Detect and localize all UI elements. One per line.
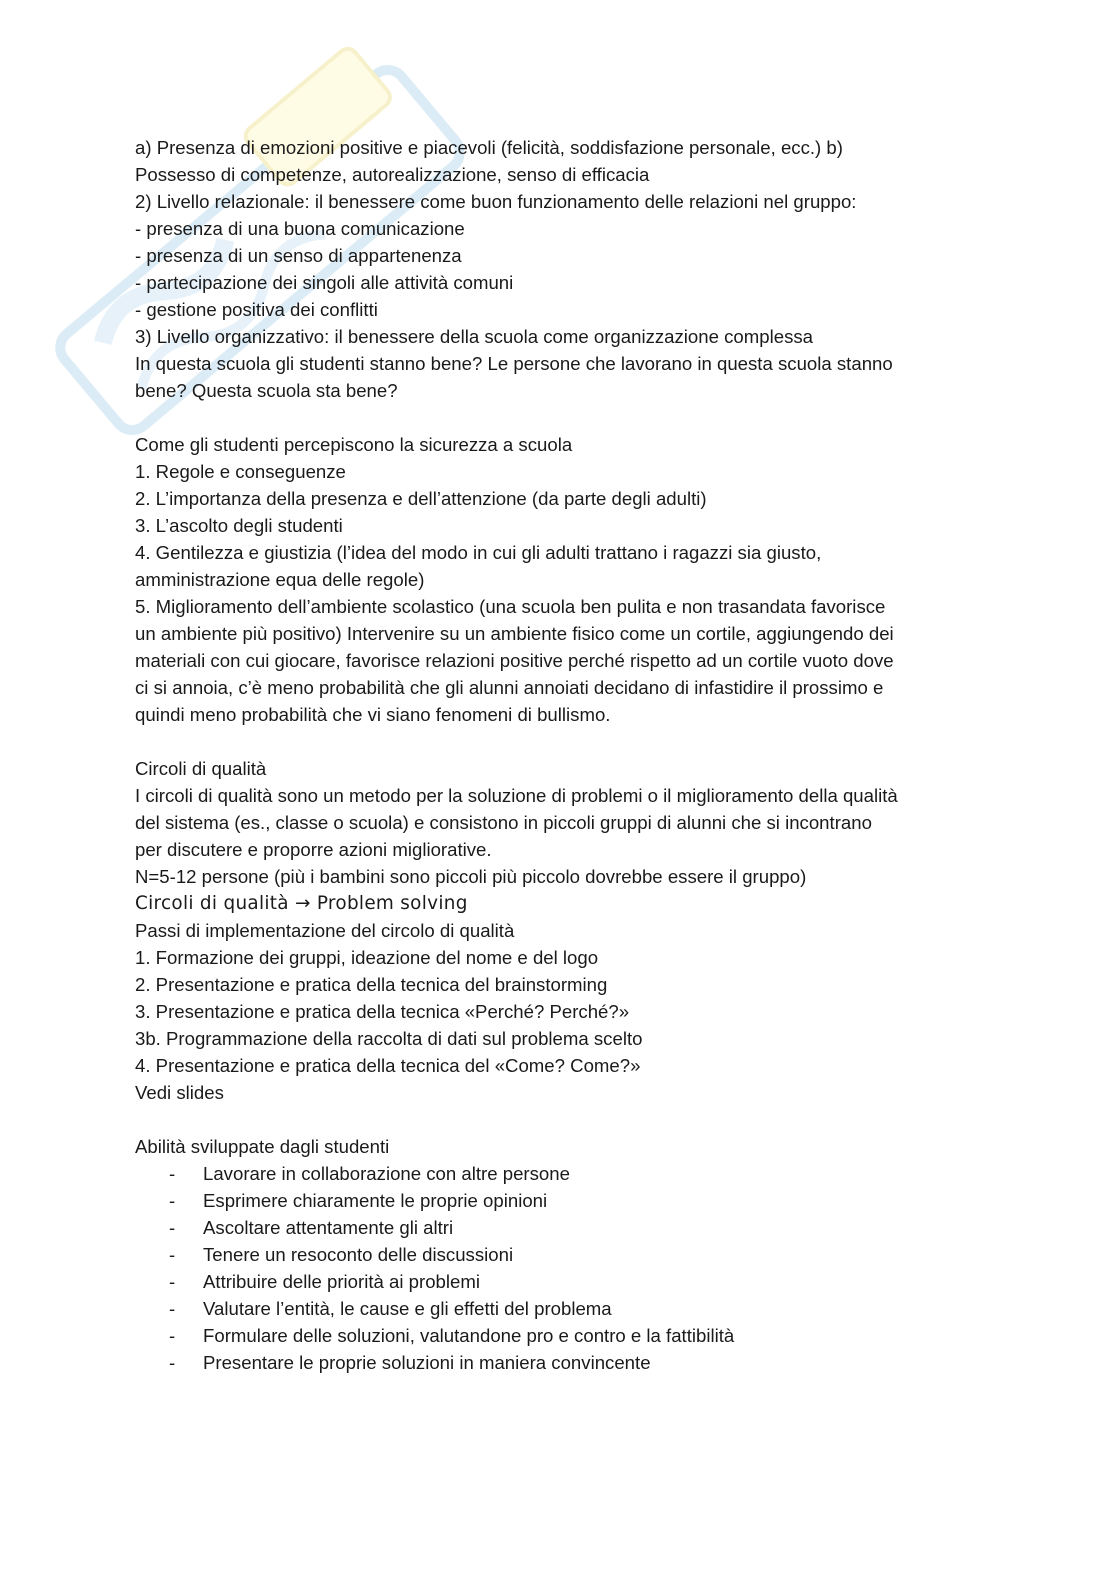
quality-circles-arrow-line: Circoli di qualità → Problem solving [135,893,468,914]
list-item-text: Attribuire delle priorità ai problemi [203,1271,480,1292]
list-item-text: Lavorare in collaborazione con altre persone [203,1163,570,1184]
list-item [135,1187,995,1214]
document-body [135,134,995,1376]
text-line: amministrazione equa delle regole) [135,569,425,590]
text-line: 3. Presentazione e pratica della tecnica «Perché? Perché?» [135,1001,630,1022]
text-line: 3. L’ascolto degli studenti [135,515,343,536]
list-item-text: Valutare l’entità, le cause e gli effetti del problema [203,1298,612,1319]
list-item [135,1295,995,1322]
text-line: per discutere e proporre azioni migliorative. [135,839,492,860]
bullet-marker: - [169,1298,176,1319]
text-line: N=5-12 persone (più i bambini sono piccoli più piccolo dovrebbe essere il gruppo) [135,866,807,887]
skills-heading: Abilità sviluppate dagli studenti [135,1136,390,1157]
text-line: quindi meno probabilità che vi siano fenomeni di bullismo. [135,704,611,725]
list-item [135,1349,995,1376]
text-line: 4. Gentilezza e giustizia (l’idea del modo in cui gli adulti trattano i ragazzi sia giusto, [135,542,822,563]
bullet-marker: - [169,1271,176,1292]
text-line: 2. Presentazione e pratica della tecnica del brainstorming [135,974,608,995]
list-item [135,1214,995,1241]
list-item [135,1322,995,1349]
wellbeing-levels-section [135,134,995,404]
text-line: - presenza di una buona comunicazione [135,218,465,239]
text-line: bene? Questa scuola sta bene? [135,380,398,401]
text-line: - gestione positiva dei conflitti [135,299,378,320]
text-line: ci si annoia, c’è meno probabilità che gli alunni annoiati decidano di infastidire il prossimo e [135,677,884,698]
text-line: 5. Miglioramento dell’ambiente scolastico (una scuola ben pulita e non trasandata favorisce [135,596,886,617]
text-line: In questa scuola gli studenti stanno bene? Le persone che lavorano in questa scuola stanno [135,353,893,374]
text-line: 2. L’importanza della presenza e dell’attenzione (da parte degli adulti) [135,488,707,509]
text-line: materiali con cui giocare, favorisce relazioni positive perché rispetto ad un cortile vuoto dove [135,650,894,671]
quality-circles-steps [135,917,995,1106]
list-item-text: Tenere un resoconto delle discussioni [203,1244,514,1265]
quality-circles-intro [135,755,995,890]
text-line: - presenza di un senso di appartenenza [135,245,462,266]
text-line: del sistema (es., classe o scuola) e consistono in piccoli gruppi di alunni che si incontrano [135,812,872,833]
text-line: Come gli studenti percepiscono la sicurezza a scuola [135,434,573,455]
text-line: a) Presenza di emozioni positive e piacevoli (felicità, soddisfazione personale, ecc.) b) [135,137,843,158]
text-line: Possesso di competenze, autorealizzazione, senso di efficacia [135,164,650,185]
list-item-text: Ascoltare attentamente gli altri [203,1217,454,1238]
text-line: 1. Regole e conseguenze [135,461,346,482]
bullet-marker: - [169,1217,176,1238]
text-line: Passi di implementazione del circolo di qualità [135,920,515,941]
text-line: I circoli di qualità sono un metodo per la soluzione di problemi o il miglioramento della qualità [135,785,898,806]
text-line: Vedi slides [135,1082,224,1103]
bullet-marker: - [169,1190,176,1211]
bullet-marker: - [169,1163,176,1184]
text-line: 4. Presentazione e pratica della tecnica del «Come? Come?» [135,1055,641,1076]
text-line: 3b. Programmazione della raccolta di dati sul problema scelto [135,1028,643,1049]
list-item [135,1268,995,1295]
list-item-text: Esprimere chiaramente le proprie opinioni [203,1190,548,1211]
text-line: 1. Formazione dei gruppi, ideazione del nome e del logo [135,947,599,968]
list-item [135,1241,995,1268]
bullet-marker: - [169,1352,176,1373]
list-item [135,1160,995,1187]
text-line: 2) Livello relazionale: il benessere come buon funzionamento delle relazioni nel gruppo: [135,191,857,212]
list-item-text: Presentare le proprie soluzioni in maniera convincente [203,1352,651,1373]
text-line: Circoli di qualità [135,758,267,779]
text-line: 3) Livello organizzativo: il benessere della scuola come organizzazione complessa [135,326,813,347]
text-line: un ambiente più positivo) Intervenire su un ambiente fisico come un cortile, aggiungendo dei [135,623,894,644]
school-safety-section [135,431,995,728]
list-item-text: Formulare delle soluzioni, valutandone pro e contro e la fattibilità [203,1325,735,1346]
bullet-marker: - [169,1325,176,1346]
text-line: - partecipazione dei singoli alle attività comuni [135,272,514,293]
skills-list [135,1160,995,1376]
bullet-marker: - [169,1244,176,1265]
